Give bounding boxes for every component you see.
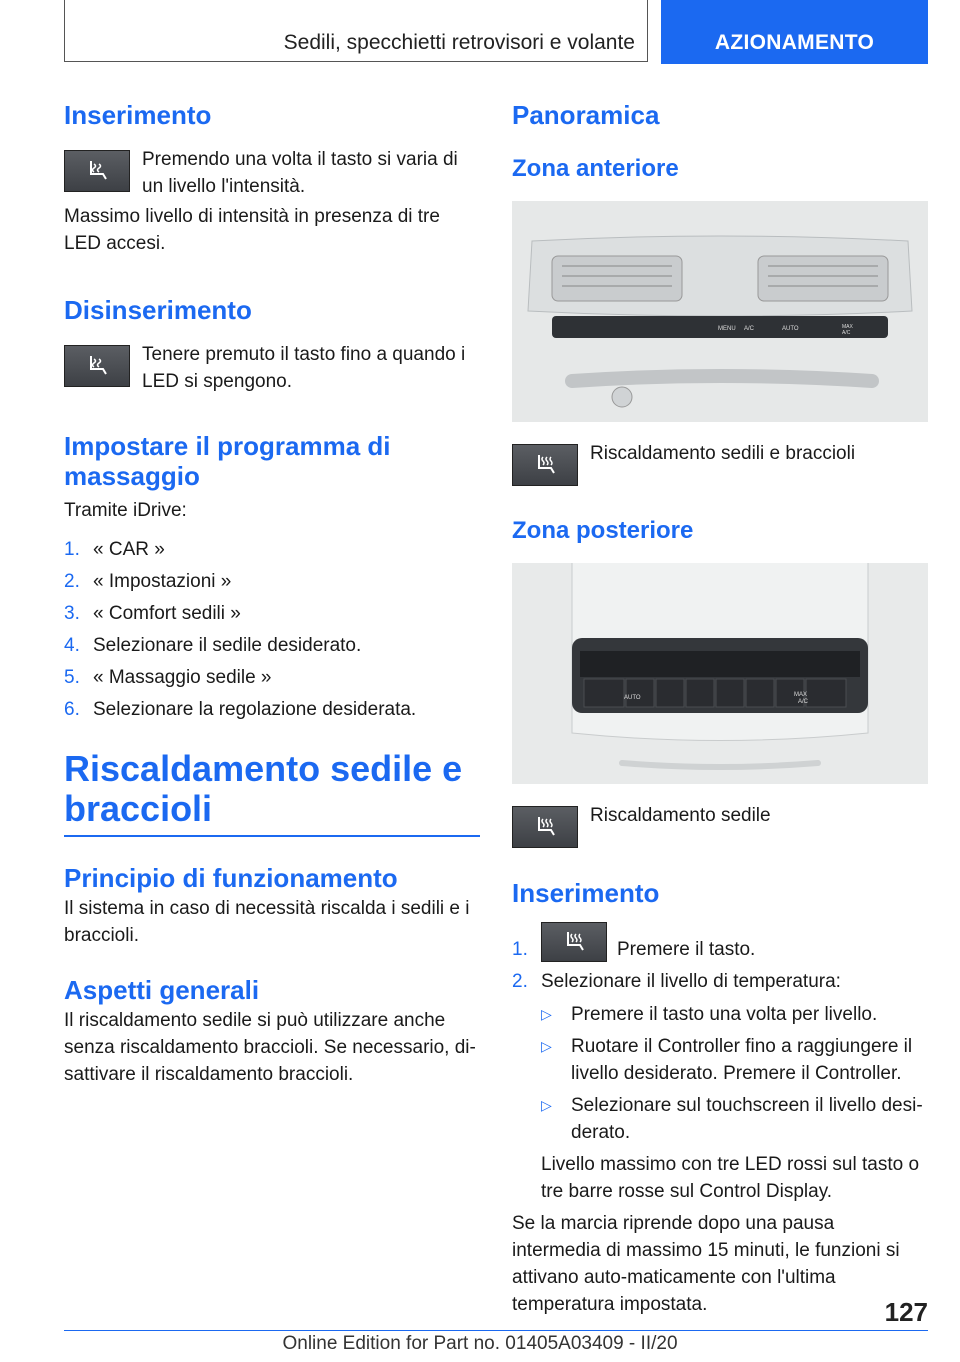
front-max-label: MAX	[842, 324, 853, 330]
section-title: Sedili, specchietti retrovisori e volante	[64, 0, 648, 62]
massage-key-row-2	[64, 345, 480, 395]
heading-massaggio: Impostare il programma di massaggio	[64, 431, 391, 491]
list-item: ▷ Premere il tasto una volta per livello.	[541, 1004, 878, 1025]
step-2: 2. Selezionare il livello di temperatura:	[512, 971, 841, 992]
posteriore-caption: Riscaldamento sedile	[590, 805, 771, 826]
heading-panoramica: Panoramica	[512, 100, 660, 130]
front-heating-key-row	[512, 444, 928, 486]
heading-aspetti: Aspetti generali	[64, 975, 260, 1005]
right-column	[512, 100, 928, 1318]
edition-footer: Online Edition for Part no. 01405A03409 - II/20	[282, 1333, 678, 1354]
massage-key-row	[64, 150, 480, 200]
rear-max-label: MAX	[794, 692, 808, 698]
page-number: 127	[884, 1297, 928, 1327]
list-item: 5. « Massaggio sedile »	[64, 667, 272, 688]
step-1: 1. Premere il tasto.	[512, 922, 928, 963]
rear-heating-key-row	[512, 806, 928, 848]
massaggio-intro: Tramite iDrive:	[64, 500, 187, 521]
footer-divider	[64, 1330, 928, 1331]
heading-inserimento-right: Inserimento	[512, 878, 660, 908]
heading-disinserimento: Disinserimento	[64, 295, 252, 325]
page-header	[64, 0, 928, 64]
inserimento-text: Massimo livello di intensità in presenza di tre LED accesi.	[64, 206, 440, 254]
list-item: 6. Selezionare la regolazione desiderata.	[64, 699, 417, 720]
temperature-options	[541, 1001, 928, 1146]
disinserimento-key-text: Tenere premuto il tasto fino a quando i LED si spengono.	[142, 344, 466, 392]
seat-heating-key-icon	[541, 922, 607, 962]
list-item: 4. Selezionare il sedile desiderato.	[64, 635, 362, 656]
seat-heating-key-icon	[512, 806, 578, 848]
rear-console-photo	[512, 563, 928, 784]
massaggio-steps	[64, 536, 480, 723]
list-item: 2. « Impostazioni »	[64, 571, 232, 592]
front-menu-label: MENU	[718, 326, 736, 332]
section-divider	[64, 835, 480, 837]
max-level-text: Livello massimo con tre LED rossi sul tasto o tre barre rosse sul Control Display.	[541, 1154, 920, 1202]
seat-heating-key-icon	[512, 444, 578, 486]
anteriore-caption: Riscaldamento sedili e braccioli	[590, 443, 856, 464]
front-console-photo	[512, 201, 928, 422]
list-item: 1. « CAR »	[64, 539, 165, 560]
rear-ac-label: A/C	[798, 699, 809, 705]
main-section-title: Riscaldamento sedile e braccioli	[64, 748, 463, 829]
heading-inserimento: Inserimento	[64, 100, 212, 130]
chapter-tab: AZIONAMENTO	[661, 0, 928, 64]
principio-text: Il sistema in caso di necessità riscalda i sedili e i braccioli.	[64, 898, 470, 946]
front-ac-label: A/C	[744, 326, 755, 332]
aspetti-text: Il riscaldamento sedile si può utilizzare anche senza riscaldamento braccioli. Se necessario, di-sattivare il riscaldamento braccioli.	[64, 1010, 476, 1085]
list-item: ▷ Ruotare il Controller fino a raggiungere il livello desiderato. Premere il Controller.	[541, 1036, 913, 1084]
heading-zona-anteriore: Zona anteriore	[512, 155, 679, 182]
front-max-ac-label: A/C	[842, 330, 851, 336]
inserimento-key-text: Premendo una volta il tasto si varia di un livello l'intensità.	[142, 149, 458, 197]
rear-auto-label: AUTO	[624, 695, 641, 701]
closing-text: Se la marcia riprende dopo una pausa intermedia di massimo 15 minuti, le funzioni si attivano auto-maticamente con l'ultima temperatura impostata.	[512, 1213, 900, 1315]
massage-seat-key-icon	[64, 345, 130, 387]
left-column	[64, 100, 480, 1088]
list-item: ▷ Selezionare sul touchscreen il livello desi-derato.	[541, 1095, 923, 1143]
massage-seat-key-icon	[64, 150, 130, 192]
front-auto-label: AUTO	[782, 326, 799, 332]
heading-zona-posteriore: Zona posteriore	[512, 517, 694, 544]
list-item: 3. « Comfort sedili »	[64, 603, 241, 624]
heading-principio: Principio di funzionamento	[64, 863, 398, 893]
